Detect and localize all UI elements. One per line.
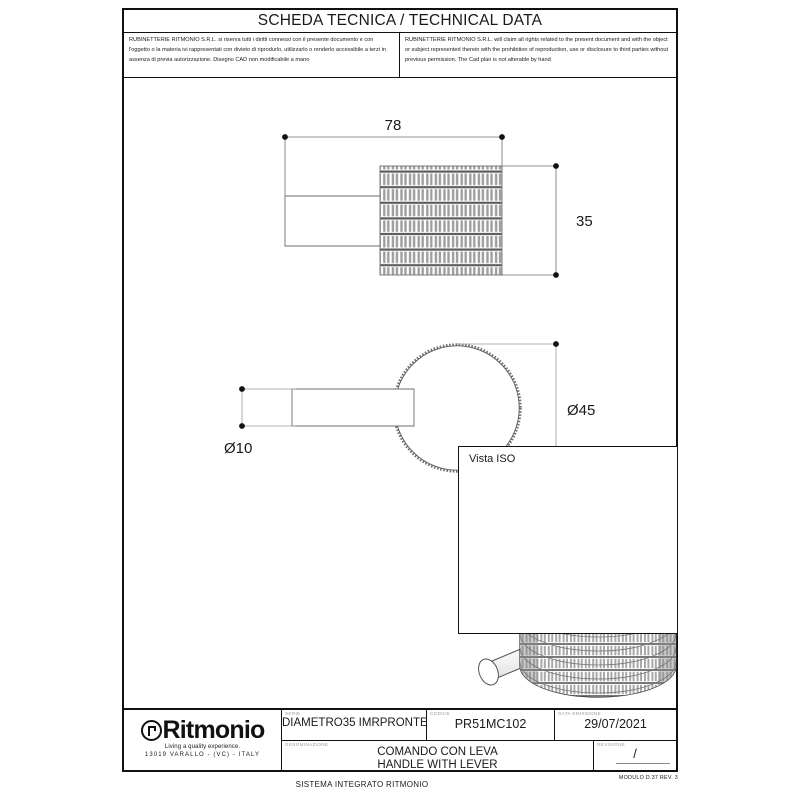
dimension-d45-label: Ø45 [567,402,596,419]
dim-dot [553,341,559,347]
field-denominazione [282,741,594,770]
denominazione-label: DENOMINAZIONE [285,742,329,747]
title-block [124,708,676,770]
dim-dot [282,134,288,140]
dimension-78-label: 78 [384,117,402,134]
footer-module-text: MODULO D.37 REV. 3 [618,775,678,781]
front-view-group [282,117,593,278]
disclaimer-row [124,33,676,77]
drawing-frame [122,8,678,772]
vista-iso-box [458,446,678,634]
field-codice [427,710,555,740]
title-block-fields [282,710,676,770]
dim-dot [553,163,559,169]
dimension-35 [502,166,556,275]
dim-dot [239,423,245,429]
title-block-row-1 [282,710,676,741]
page-title: SCHEDA TECNICA / TECHNICAL DATA [257,12,543,29]
brand-tagline: Living a quality experience. [164,744,241,750]
knurled-body-front [380,166,502,275]
serie-value: DIAMETRO35 IMRPRONTE [282,717,428,729]
title-block-row-2 [282,741,676,770]
disclaimer-english: RUBINETTERIE RITMONIO S.R.L. will claim all rights related to the present document and with the object or subject represented therein with the prohibition of reproduction, use or disclosure to third parties without previous permission. The Cad plan is not alterable by hand [405,37,669,63]
disclaimer-italian: RUBINETTERIE RITMONIO S.R.L. si riserva tutti i diritti connessi con il presente documento e con l'oggetto o la materia ivi rappresentati con divieto di riprodurlo, utilizzarlo o renderlo accessibile a terzi in assenza di previa autorizzazione. Disegno CAD non modificabile a mano [124,33,400,77]
dimension-35-label: 35 [576,213,593,230]
dimension-d10-label: Ø10 [224,440,253,457]
ritmonio-mark-icon [141,720,162,741]
data-emissione-label: DATA EMISSIONE [558,711,602,716]
revisione-label: REVISIONE [597,742,626,747]
lever-top [292,389,414,426]
data-emissione-value: 29/07/2021 [584,717,647,731]
vista-iso-label: Vista ISO [469,453,516,465]
dim-dot [499,134,505,140]
serie-label: SERIE [285,711,301,716]
revisione-underline [616,763,670,764]
dimension-d10 [242,389,296,426]
field-serie [282,710,427,740]
brand-name: Ritmonio [162,716,265,744]
company-logo [124,710,282,770]
field-data-emissione [555,710,676,740]
field-revisione [594,741,676,770]
brand-address: 13019 VARALLO - (VC) - ITALY [144,752,261,758]
lever-front [285,196,380,246]
dim-dot [239,386,245,392]
denominazione-english: HANDLE WITH LEVER [377,759,498,771]
revisione-value: / [633,746,637,761]
footer-center-text: SISTEMA INTEGRATO RITMONIO [295,780,429,789]
codice-label: CODICE [430,711,450,716]
dim-dot [553,272,559,278]
denominazione-italian: COMANDO CON LEVA [377,746,498,758]
codice-value: PR51MC102 [454,717,527,731]
